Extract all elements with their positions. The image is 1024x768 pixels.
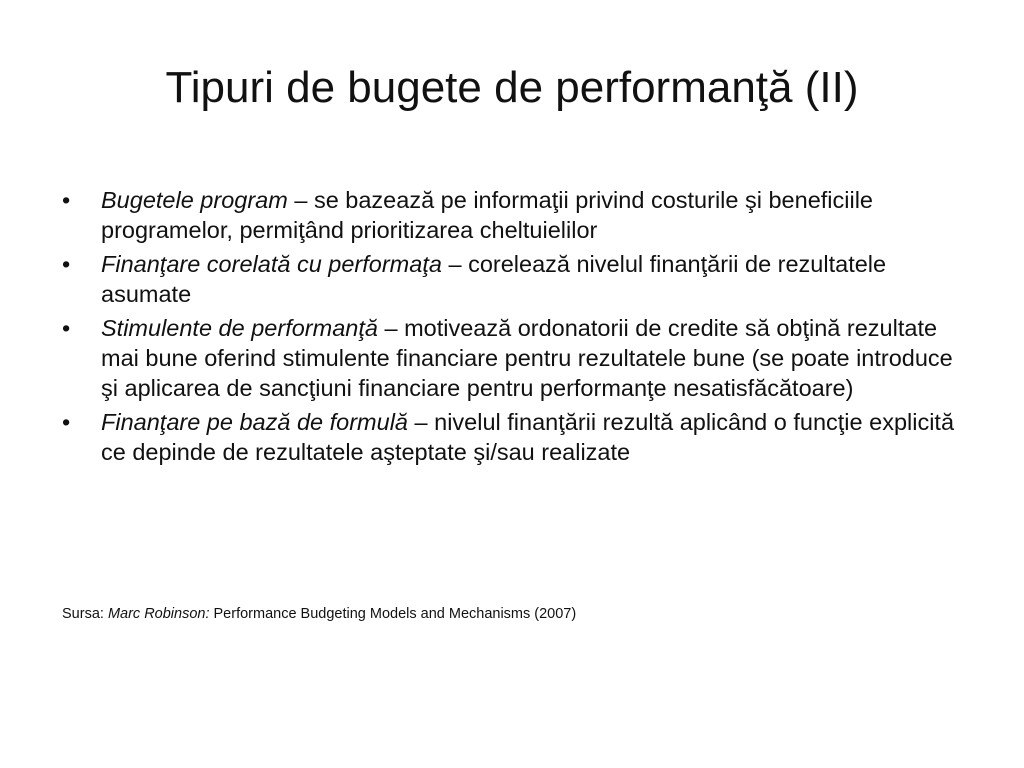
bullet-icon: • (62, 187, 71, 213)
bullet-item (62, 313, 967, 403)
bullet-text: – nivelul finanţării rezultă aplicând o funcţie explicită ce depinde de rezultatele aşteptate şi/sau realizate (101, 409, 955, 465)
bullet-text: – se bazează pe informaţii privind costurile şi beneficiile programelor, permiţând prioritizarea cheltuielilor (101, 187, 873, 243)
bullet-term: Finanţare pe bază de formulă (101, 409, 408, 435)
bullet-item (62, 407, 967, 467)
bullet-icon: • (62, 251, 71, 277)
bullet-term: Finanţare corelată cu performaţa (101, 251, 442, 277)
source-author: Marc Robinson: (107, 606, 210, 622)
source-citation (62, 605, 576, 623)
bullet-icon: • (62, 315, 71, 341)
bullet-list (62, 185, 967, 471)
source-work: Performance Budgeting Models and Mechanisms (2007) (209, 606, 577, 622)
bullet-term: Bugetele program (101, 187, 288, 213)
bullet-item (62, 185, 967, 245)
slide-title: Tipuri de bugete de performanţă (II) (165, 63, 859, 112)
bullet-term: Stimulente de performanţă (101, 315, 378, 341)
bullet-item (62, 249, 967, 309)
source-prefix: Sursa: (62, 606, 108, 622)
bullet-text: – motivează ordonatorii de credite să obţină rezultate mai bune oferind stimulente financiare pentru rezultatele bune (se poate introduce şi aplicarea de sancţiuni financiare pentru performanţe nesatisfăcătoare) (101, 315, 953, 401)
bullet-text: – corelează nivelul finanţării de rezultatele asumate (101, 251, 887, 307)
bullet-icon: • (62, 409, 71, 435)
